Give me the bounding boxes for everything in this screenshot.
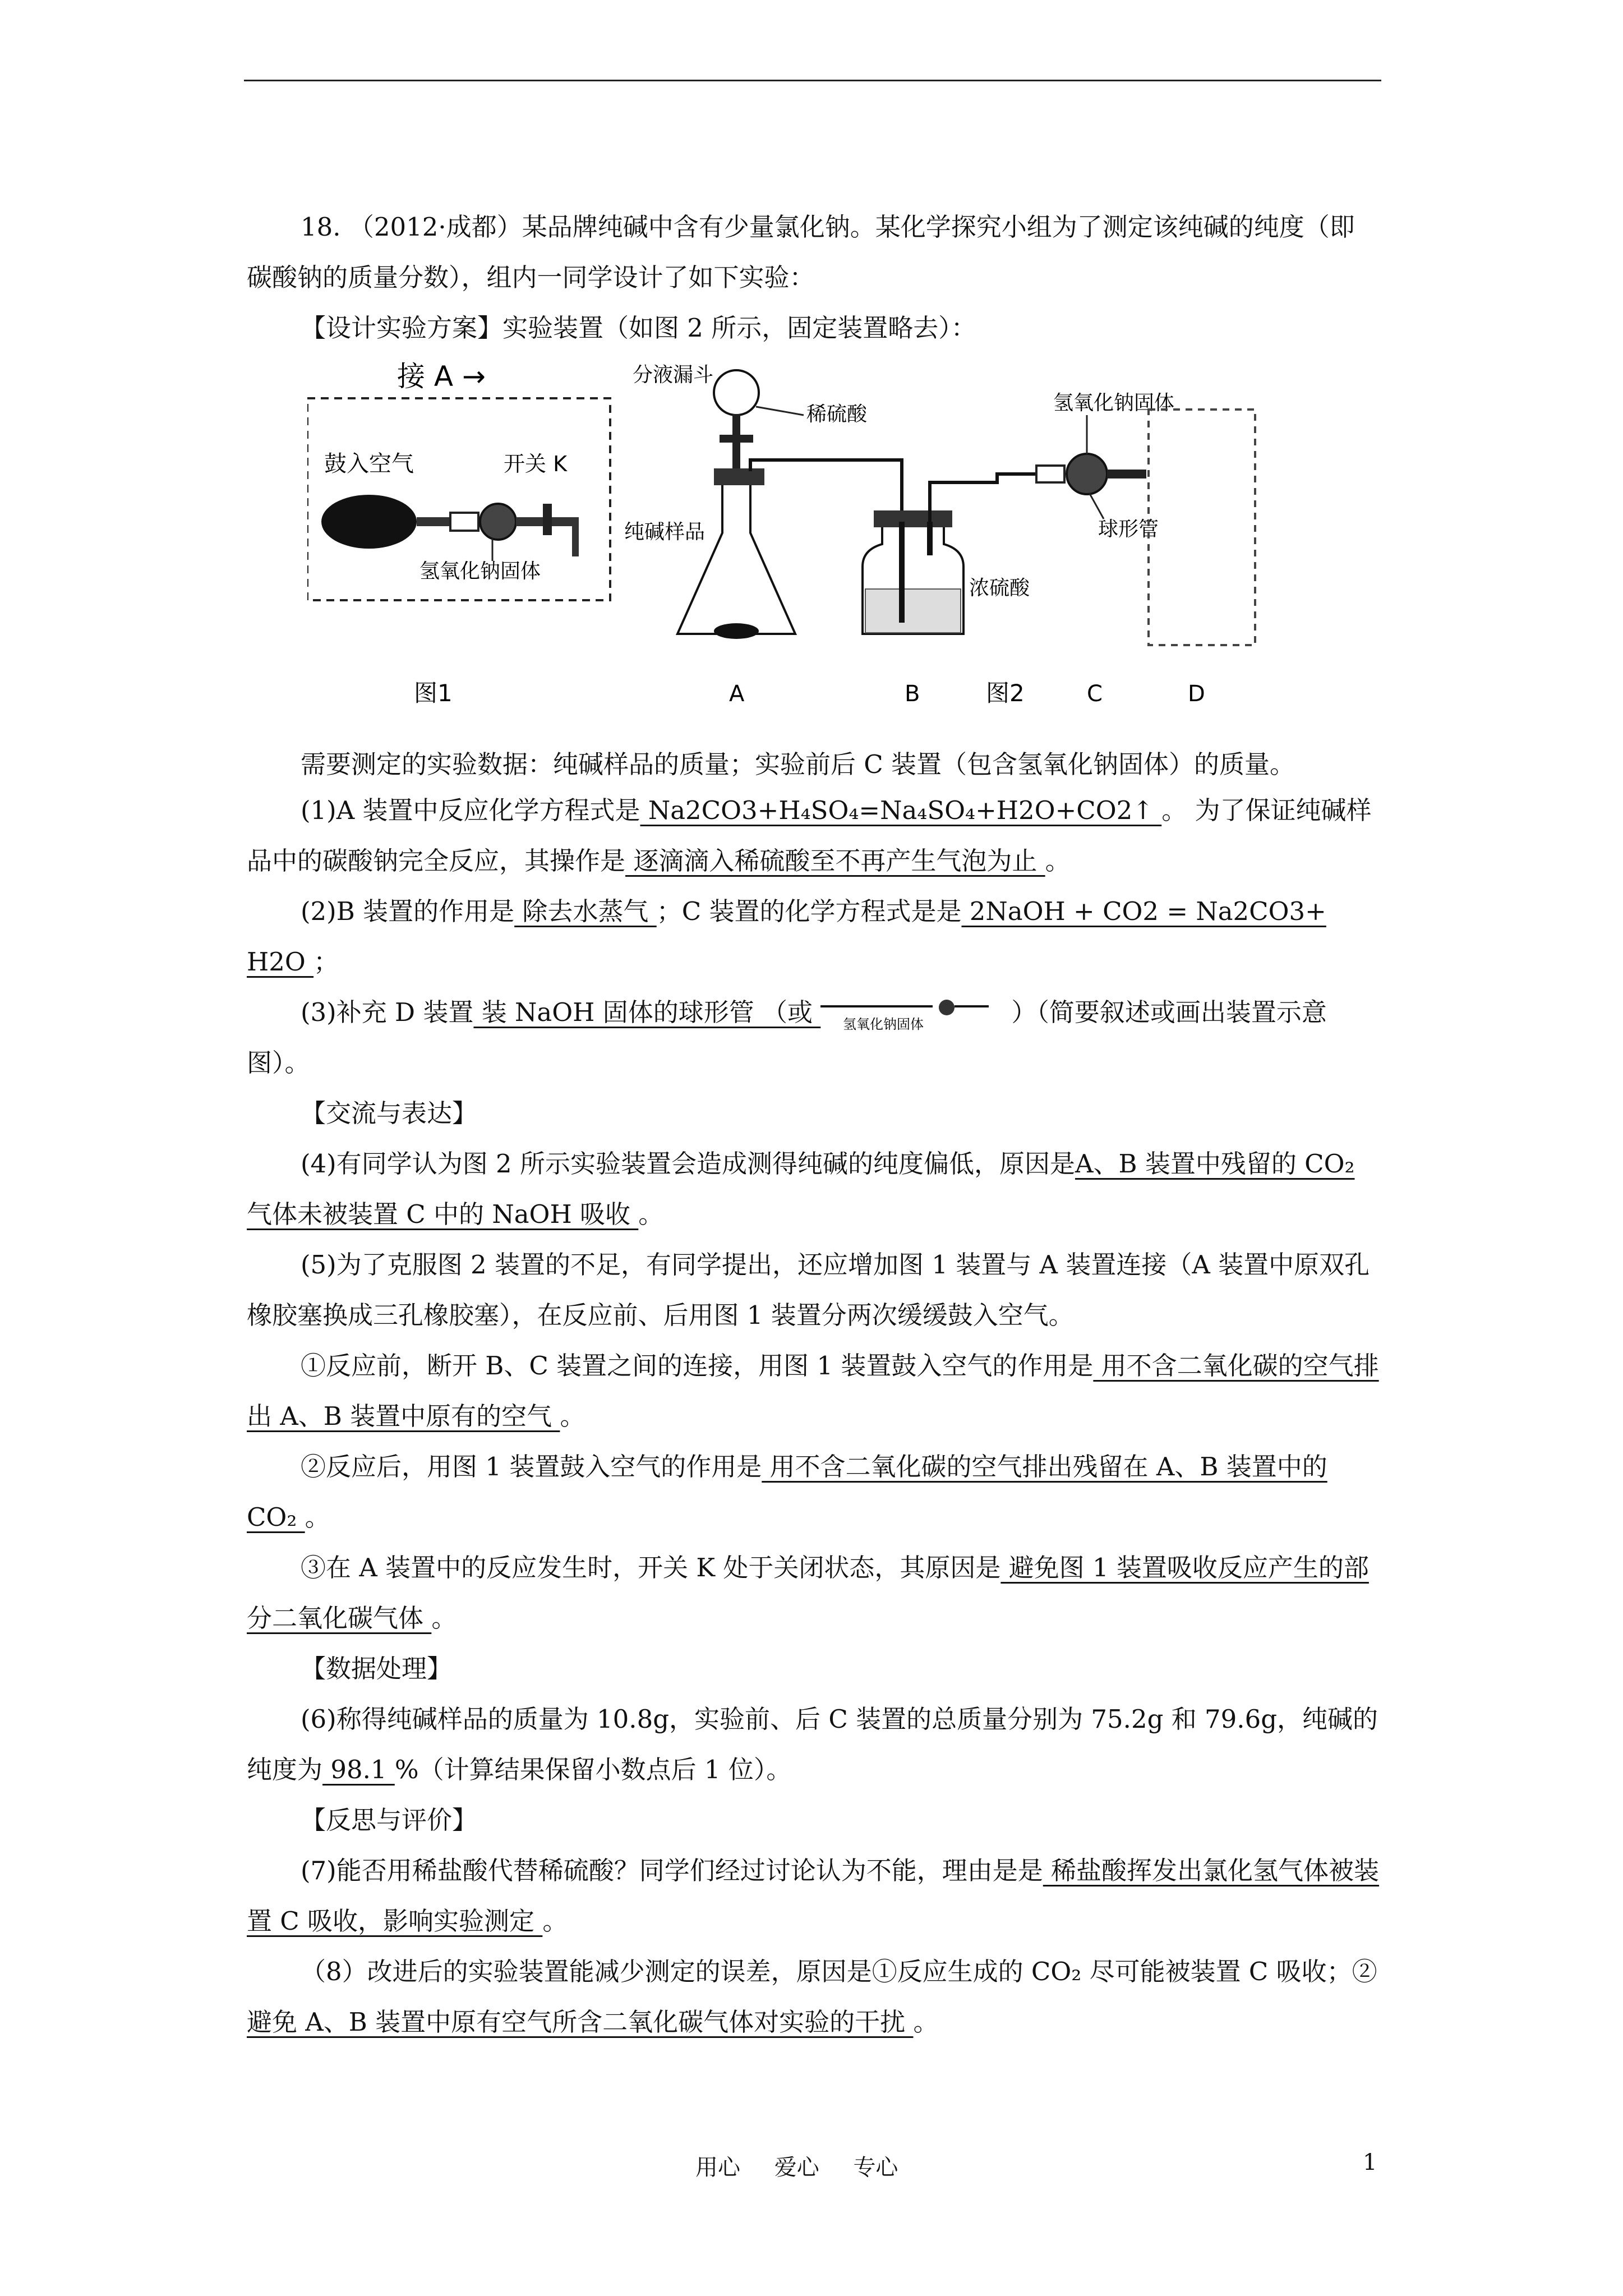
separatory-funnel bbox=[714, 370, 759, 415]
q5-1-para bbox=[247, 1341, 1380, 1442]
q5-text: (5)为了克服图 2 装置的不足，有同学提出，还应增加图 1 装置与 A 装置连接（A 装置中原双孔橡胶塞换成三孔橡胶塞），在反应前、后用图 1 装置分两次缓缓鼓入空气。 bbox=[247, 1250, 1370, 1330]
exchange-heading-text: 【交流与表达】 bbox=[301, 1098, 478, 1128]
c-naoh-bulb bbox=[1067, 454, 1107, 494]
footer-text-3: 专心 bbox=[853, 2155, 898, 2180]
blow-air-label: 鼓入空气 bbox=[324, 451, 414, 477]
label-a: A bbox=[729, 681, 745, 707]
q1-answer-operation: 逐滴滴入稀硫酸至不再产生气泡为止 bbox=[625, 846, 1045, 876]
q4-answer: A、B 装置中残留的 CO₂ 气体未被装置 C 中的 NaOH 吸收 bbox=[247, 1149, 1355, 1229]
label-c: C bbox=[1087, 681, 1103, 707]
q5-3-prompt: ③在 A 装置中的反应发生时，开关 K 处于关闭状态，其原因是 bbox=[301, 1553, 1001, 1582]
q3-prompt: (3)补充 D 装置 bbox=[301, 997, 474, 1027]
fig1-caption: 图1 bbox=[414, 679, 453, 707]
need-data-text: 需要测定的实验数据：纯碱样品的质量；实验前后 C 装置（包含氢氧化钠固体）的质量。 bbox=[301, 749, 1295, 779]
q2-prompt-2: ；C 装置的化学方程式是是 bbox=[656, 896, 962, 926]
reflect-heading-text: 【反思与评价】 bbox=[301, 1805, 478, 1835]
q6-end: %（计算结果保留小数点后 1 位）。 bbox=[394, 1755, 792, 1784]
q8-para bbox=[247, 1947, 1380, 2047]
q2-answer-b: 除去水蒸气 bbox=[514, 896, 657, 926]
d-device-sketch bbox=[820, 995, 1011, 1034]
data-heading-text: 【数据处理】 bbox=[301, 1654, 453, 1683]
header-rule bbox=[244, 80, 1381, 81]
q2-answer-c: 2NaOH + CO2 = Na2CO3+ H2O bbox=[247, 896, 1326, 977]
c-naoh-label: 氢氧化钠固体 bbox=[1053, 392, 1175, 415]
question-line: 18. （2012·成都）某品牌纯碱中含有少量氯化钠。某化学探究小组为了测定该纯碱的纯度（即碳酸钠的质量分数），组内一同学设计了如下实验： bbox=[247, 212, 1355, 292]
apparatus-figure bbox=[307, 353, 1261, 712]
footer-text-1: 用心 bbox=[695, 2155, 740, 2180]
footer-text-2: 爱心 bbox=[774, 2155, 819, 2180]
q4-end: 。 bbox=[638, 1199, 664, 1229]
q6-answer: 98.1 bbox=[322, 1755, 395, 1784]
q1-prompt-2: 。 为了保证纯碱样品中的碳酸钠完全反应，其操作是 bbox=[247, 795, 1372, 876]
bulb-tube-label: 球形管 bbox=[1098, 518, 1159, 541]
d-sketch-label: 氢氧化钠固体 bbox=[843, 1016, 924, 1032]
bottle-b-stopper bbox=[874, 510, 952, 527]
label-b: B bbox=[905, 681, 920, 707]
design-heading-text: 【设计实验方案】实验装置（如图 2 所示，固定装置略去）： bbox=[301, 313, 976, 343]
q1-end: 。 bbox=[1045, 846, 1071, 876]
label-d: D bbox=[1188, 681, 1205, 707]
flask-a-stopper bbox=[714, 468, 764, 485]
q4-para bbox=[247, 1139, 1380, 1240]
conc-acid-label: 浓硫酸 bbox=[969, 577, 1030, 600]
soda-sample-solid bbox=[714, 623, 759, 639]
q2-para bbox=[247, 886, 1380, 987]
switch-k bbox=[543, 504, 552, 535]
c-outlet bbox=[1107, 470, 1146, 478]
question-intro bbox=[247, 202, 1380, 303]
q5-1-answer: 用不含二氧化碳的空气排出 A、B 装置中原有的空气 bbox=[247, 1351, 1379, 1431]
need-data-para bbox=[247, 739, 1380, 790]
q5-1-end: 。 bbox=[560, 1401, 585, 1431]
page-number: 1 bbox=[1363, 2150, 1377, 2175]
q2-prompt: (2)B 装置的作用是 bbox=[301, 896, 515, 926]
q7-end: 。 bbox=[542, 1906, 568, 1936]
q1-para bbox=[247, 785, 1380, 886]
fig1-down-tube bbox=[572, 517, 579, 556]
reflect-heading bbox=[247, 1795, 1380, 1846]
fig2-caption: 图2 bbox=[986, 679, 1025, 707]
q5-3-para bbox=[247, 1543, 1380, 1644]
q5-3-answer: 避免图 1 装置吸收反应产生的部分二氧化碳气体 bbox=[247, 1553, 1369, 1633]
q1-prompt: (1)A 装置中反应化学方程式是 bbox=[301, 795, 640, 825]
fig1-naoh-bulb bbox=[480, 504, 516, 540]
switch-k-label: 开关 K bbox=[504, 452, 567, 476]
q5-2-para bbox=[247, 1442, 1380, 1543]
q5-2-answer: 用不含二氧化碳的空气排出残留在 A、B 装置中的 CO₂ bbox=[247, 1452, 1327, 1532]
bulb-connector bbox=[417, 517, 450, 526]
q7-para bbox=[247, 1846, 1380, 1947]
q5-2-end: 。 bbox=[305, 1502, 330, 1532]
c-joint bbox=[1036, 466, 1064, 482]
funnel-stopcock bbox=[720, 435, 753, 443]
q3-end: ）（简要叙述或画出装置示意图）。 bbox=[247, 997, 1327, 1078]
data-heading bbox=[247, 1644, 1380, 1694]
soda-sample-label: 纯碱样品 bbox=[624, 521, 706, 544]
q4-prompt: (4)有同学认为图 2 所示实验装置会造成测得纯碱的纯度偏低，原因是 bbox=[301, 1149, 1075, 1179]
air-bulb bbox=[321, 495, 417, 549]
exchange-heading bbox=[247, 1088, 1380, 1139]
q8-answer: 避免 A、B 装置中原有空气所含二氧化碳气体对实验的干扰 bbox=[247, 2007, 914, 2037]
q6-para bbox=[247, 1694, 1380, 1795]
q5-1-prompt: ①反应前，断开 B、C 装置之间的连接，用图 1 装置鼓入空气的作用是 bbox=[301, 1351, 1094, 1381]
q5-para bbox=[247, 1240, 1380, 1341]
q5-2-prompt: ②反应后，用图 1 装置鼓入空气的作用是 bbox=[301, 1452, 762, 1481]
q3-para bbox=[247, 987, 1380, 1088]
design-heading bbox=[247, 303, 1380, 353]
conc-acid-liquid bbox=[865, 589, 961, 633]
page-footer bbox=[695, 2150, 925, 2182]
q8-prompt: （8）改进后的实验装置能减少测定的误差，原因是①反应生成的 CO₂ 尽可能被装置 C 吸收；② bbox=[301, 1957, 1377, 1986]
q5-3-end: 。 bbox=[431, 1603, 457, 1633]
fig1-naoh-label: 氢氧化钠固体 bbox=[419, 560, 541, 583]
q6-prompt: (6)称得纯碱样品的质量为 10.8g，实验前、后 C 装置的总质量分别为 75.2g 和 79.6g，纯碱的纯度为 bbox=[247, 1704, 1378, 1784]
fig1-tube-joint bbox=[450, 513, 478, 531]
connect-a-label: 接 A → bbox=[397, 360, 486, 393]
q7-prompt: (7)能否用稀盐酸代替稀硫酸？同学们经过讨论认为不能，理由是是 bbox=[301, 1856, 1043, 1885]
q3-answer: 装 NaOH 固体的球形管 （或 bbox=[473, 997, 821, 1027]
q7-answer: 稀盐酸挥发出氯化氢气体被装置 C 吸收，影响实验测定 bbox=[247, 1856, 1380, 1936]
d-dashed-box bbox=[1149, 409, 1255, 645]
q1-answer-equation: Na2CO3+H₄SO₄=Na₄SO₄+H2O+CO2↑ bbox=[640, 795, 1162, 825]
flask-a bbox=[677, 485, 795, 634]
q2-end: ； bbox=[313, 947, 339, 977]
funnel-label: 分液漏斗 bbox=[633, 364, 714, 386]
dilute-acid-label: 稀硫酸 bbox=[806, 403, 868, 426]
q8-end: 。 bbox=[913, 2007, 939, 2037]
